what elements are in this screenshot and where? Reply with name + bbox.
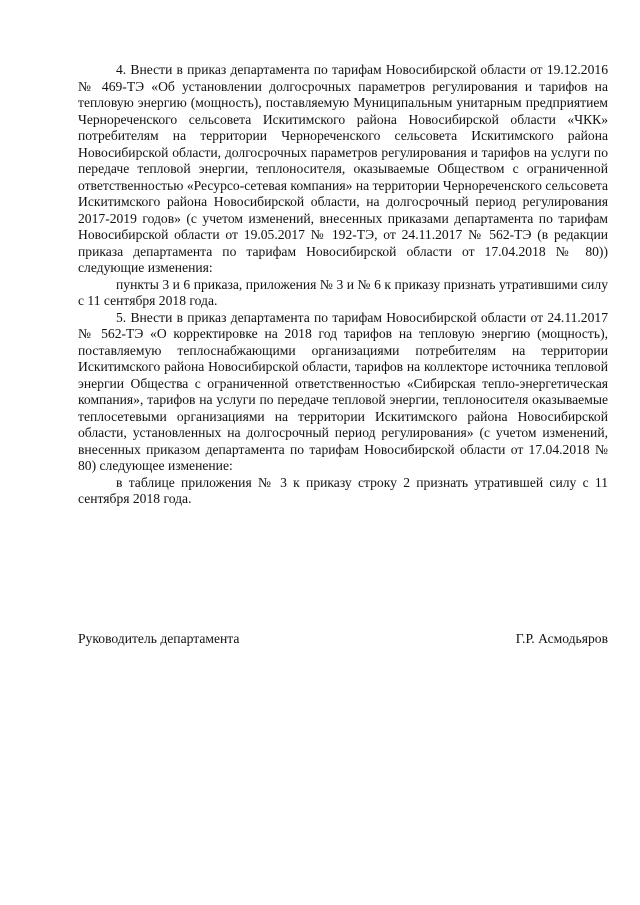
paragraph-item-5: 5. Внести в приказ департамента по тарифам Новосибирской области от 24.11.2017 № 562-ТЭ «О корректировке на 2018 год тарифов на тепловую энергию (мощность), поставляемую теплоснабжающими организациями потребителям на территории Искитимского района Новосибирской области, тарифов на коллекторе источника тепловой энергии Общества с ограниченной ответственностью «Сибирская тепло-энергетическая компания», тарифов на услуги по передаче тепловой энергии, теплоносителя оказываемые теплосетевыми организациями на территории Искитимского района Новосибирской области, установленных на долгосрочный период регулирования» (с учетом изменений, внесенных приказом департамента по тарифам Новосибирской области от 17.04.2018 № 80) следующее изменение: xyxy=(78,309,608,473)
paragraph-item-5-change: в таблице приложения № 3 к приказу строку 2 признать утратившей силу с 11 сентября 2018 года. xyxy=(78,474,608,506)
signatory-position: Руководитель департамента xyxy=(78,631,240,646)
document-body xyxy=(78,62,608,508)
paragraph-item-4: 4. Внести в приказ департамента по тарифам Новосибирской области от 19.12.2016 № 469-ТЭ «Об установлении долгосрочных параметров регулирования и тарифов на тепловую энергию (мощность), поставляемую Муниципальным унитарным предприятием Чернореченского сельсовета Искитимского района Новосибирской области «ЧКК» потребителям на территории Чернореченского сельсовета Искитимского района Новосибирской области, долгосрочных параметров регулирования и тарифов на услуги по передаче тепловой энергии, теплоносителя, оказываемые Обществом с ограниченной ответственностью «Ресурсо-сетевая компания» на территории Чернореченского сельсовета Искитимского района Новосибирской области, на долгосрочный период регулирования 2017-2019 годов» (с учетом изменений, внесенных приказами департамента по тарифам Новосибирской области от 19.05.2017 № 192-ТЭ, от 24.11.2017 № 562-ТЭ (в редакции приказа департамента по тарифам Новосибирской области от 17.04.2018 № 80)) следующие изменения: xyxy=(78,62,608,275)
signatory-name: Г.Р. Асмодьяров xyxy=(515,631,608,646)
paragraph-item-4-change: пункты 3 и 6 приказа, приложения № 3 и № 6 к приказу признать утратившими силу с 11 сентября 2018 года. xyxy=(78,276,608,308)
signature-block xyxy=(78,631,608,648)
